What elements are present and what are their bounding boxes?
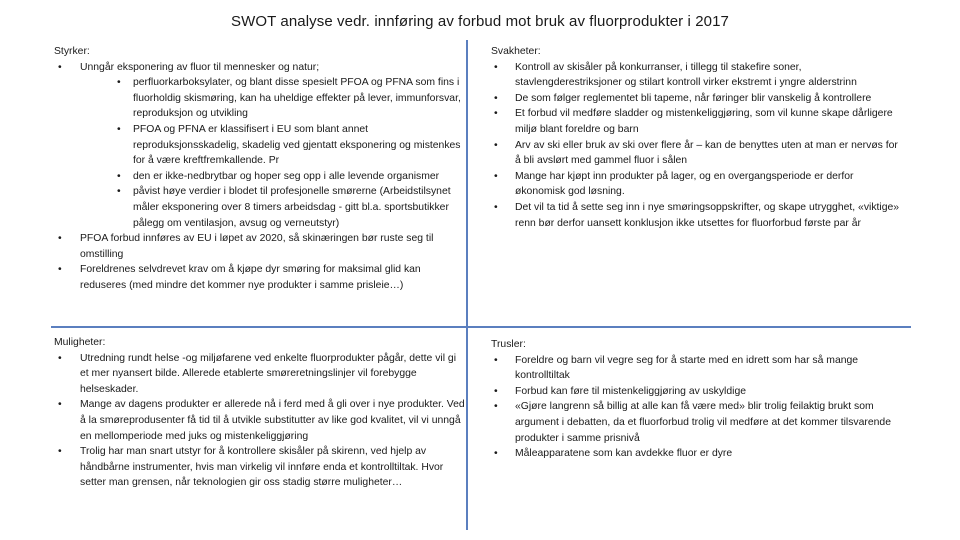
strengths-quadrant bbox=[54, 44, 466, 294]
opportunity-item: • Trolig har man snart utstyr for å kontrollere skisåler på skirenn, ved hjelp av håndbårne instrumenter, hvis man virkelig vil innføre enda et kontrolltiltak. Hvor setter man grensen, når teknologien gir oss stadig større muligheter… bbox=[54, 444, 466, 491]
weakness-item: • Det vil ta tid å sette seg inn i nye smøringsoppskrifter, og skape utrygghet, «viktige» renn bør derfor uansett konklusjon ikke utsettes for fluorforbud første par år bbox=[491, 200, 903, 231]
opportunity-item: • Utredning rundt helse -og miljøfarene ved enkelte fluorprodukter pågår, dette vil gi et mer nyansert bilde. Allerede etablerte smøreretningslinjer vil forebygge helseskader. bbox=[54, 351, 466, 398]
opportunities-quadrant bbox=[54, 335, 466, 491]
opportunities-heading: Muligheter: bbox=[54, 337, 106, 348]
weakness-item: • De som følger reglementet bli tapeme, når føringer blir vanskelig å kontrollere bbox=[491, 91, 903, 107]
threat-item: • «Gjøre langrenn så billig at alle kan få være med» blir trolig feilaktig brukt som argument i debatten, da et fluorforbud trolig vil medføre at det kommer tilsvarende produkter i samme prisnivå bbox=[491, 399, 911, 446]
opportunity-item: • Mange av dagens produkter er allerede nå i ferd med å gli over i nye produkter. Ved å la smøreprodusenter få tid til å utvikle substitutter av like god kvalitet, vil vi unngå en mellomperiode med juks og mistenkeliggjøring bbox=[54, 397, 466, 444]
strength-subitem: • perfluorkarboksylater, og blant disse spesielt PFOA og PFNA som fins i fluorholdig skismøring, kan ha uheldige effekter på lever, immunforsvar, reproduksjon og utvikling bbox=[80, 75, 466, 122]
threat-item: • Forbud kan føre til mistenkeliggjøring av uskyldige bbox=[491, 384, 911, 400]
page-title: SWOT analyse vedr. innføring av forbud mot bruk av fluorprodukter i 2017 bbox=[231, 13, 729, 30]
strength-subitem: • påvist høye verdier i blodet til profesjonelle smørerne (Arbeidstilsynet måler eksponering over 8 timers arbeidsdag - gitt bl.a. sportsbutikker pålegg om ventilasjon, avsug og verneutstyr) bbox=[80, 184, 466, 231]
threat-item: • Måleapparatene som kan avdekke fluor er dyre bbox=[491, 446, 911, 462]
strength-sublist bbox=[80, 75, 466, 231]
weaknesses-quadrant bbox=[491, 44, 903, 231]
strength-subitem: • den er ikke-nedbrytbar og hoper seg opp i alle levende organismer bbox=[80, 169, 466, 185]
strength-item: • PFOA forbud innføres av EU i løpet av 2020, så skinæringen bør ruste seg til omstilling bbox=[54, 231, 466, 262]
horizontal-divider bbox=[51, 326, 911, 328]
weakness-item: • Arv av ski eller bruk av ski over flere år – kan de benyttes uten at man er nervøs for å bli avslørt med gammel fluor i sålen bbox=[491, 138, 903, 169]
strength-item-text: Unngår eksponering av fluor til mennesker og natur; bbox=[80, 61, 320, 73]
strength-item bbox=[54, 60, 466, 232]
weakness-item: • Mange har kjøpt inn produkter på lager, og en overgangsperiode er derfor økonomisk god løsning. bbox=[491, 169, 903, 200]
strengths-heading: Styrker: bbox=[54, 46, 90, 57]
weakness-item: • Kontroll av skisåler på konkurranser, i tillegg til stakefire soner, stavlengderestriksjoner og stilart kontroll virker ekstremt i yngre alderstrinn bbox=[491, 60, 903, 91]
strength-item: • Foreldrenes selvdrevet krav om å kjøpe dyr smøring for maksimal glid kan reduseres (med mindre det kommer nye produkter i samme prisleie…) bbox=[54, 262, 466, 293]
weakness-item: • Et forbud vil medføre sladder og mistenkeliggjøring, som vil kunne skape dårligere miljø blant foreldre og barn bbox=[491, 106, 903, 137]
vertical-divider bbox=[466, 40, 468, 530]
threat-item: • Foreldre og barn vil vegre seg for å starte med en idrett som har så mange kontrolltiltak bbox=[491, 353, 911, 384]
threats-quadrant bbox=[491, 337, 911, 462]
strength-subitem: • PFOA og PFNA er klassifisert i EU som blant annet reproduksjonsskadelig, skadelig ved gjentatt eksponering og mistenkes for å være kreftfremkallende. Pr bbox=[80, 122, 466, 169]
weaknesses-heading: Svakheter: bbox=[491, 46, 541, 57]
threats-heading: Trusler: bbox=[491, 339, 526, 350]
